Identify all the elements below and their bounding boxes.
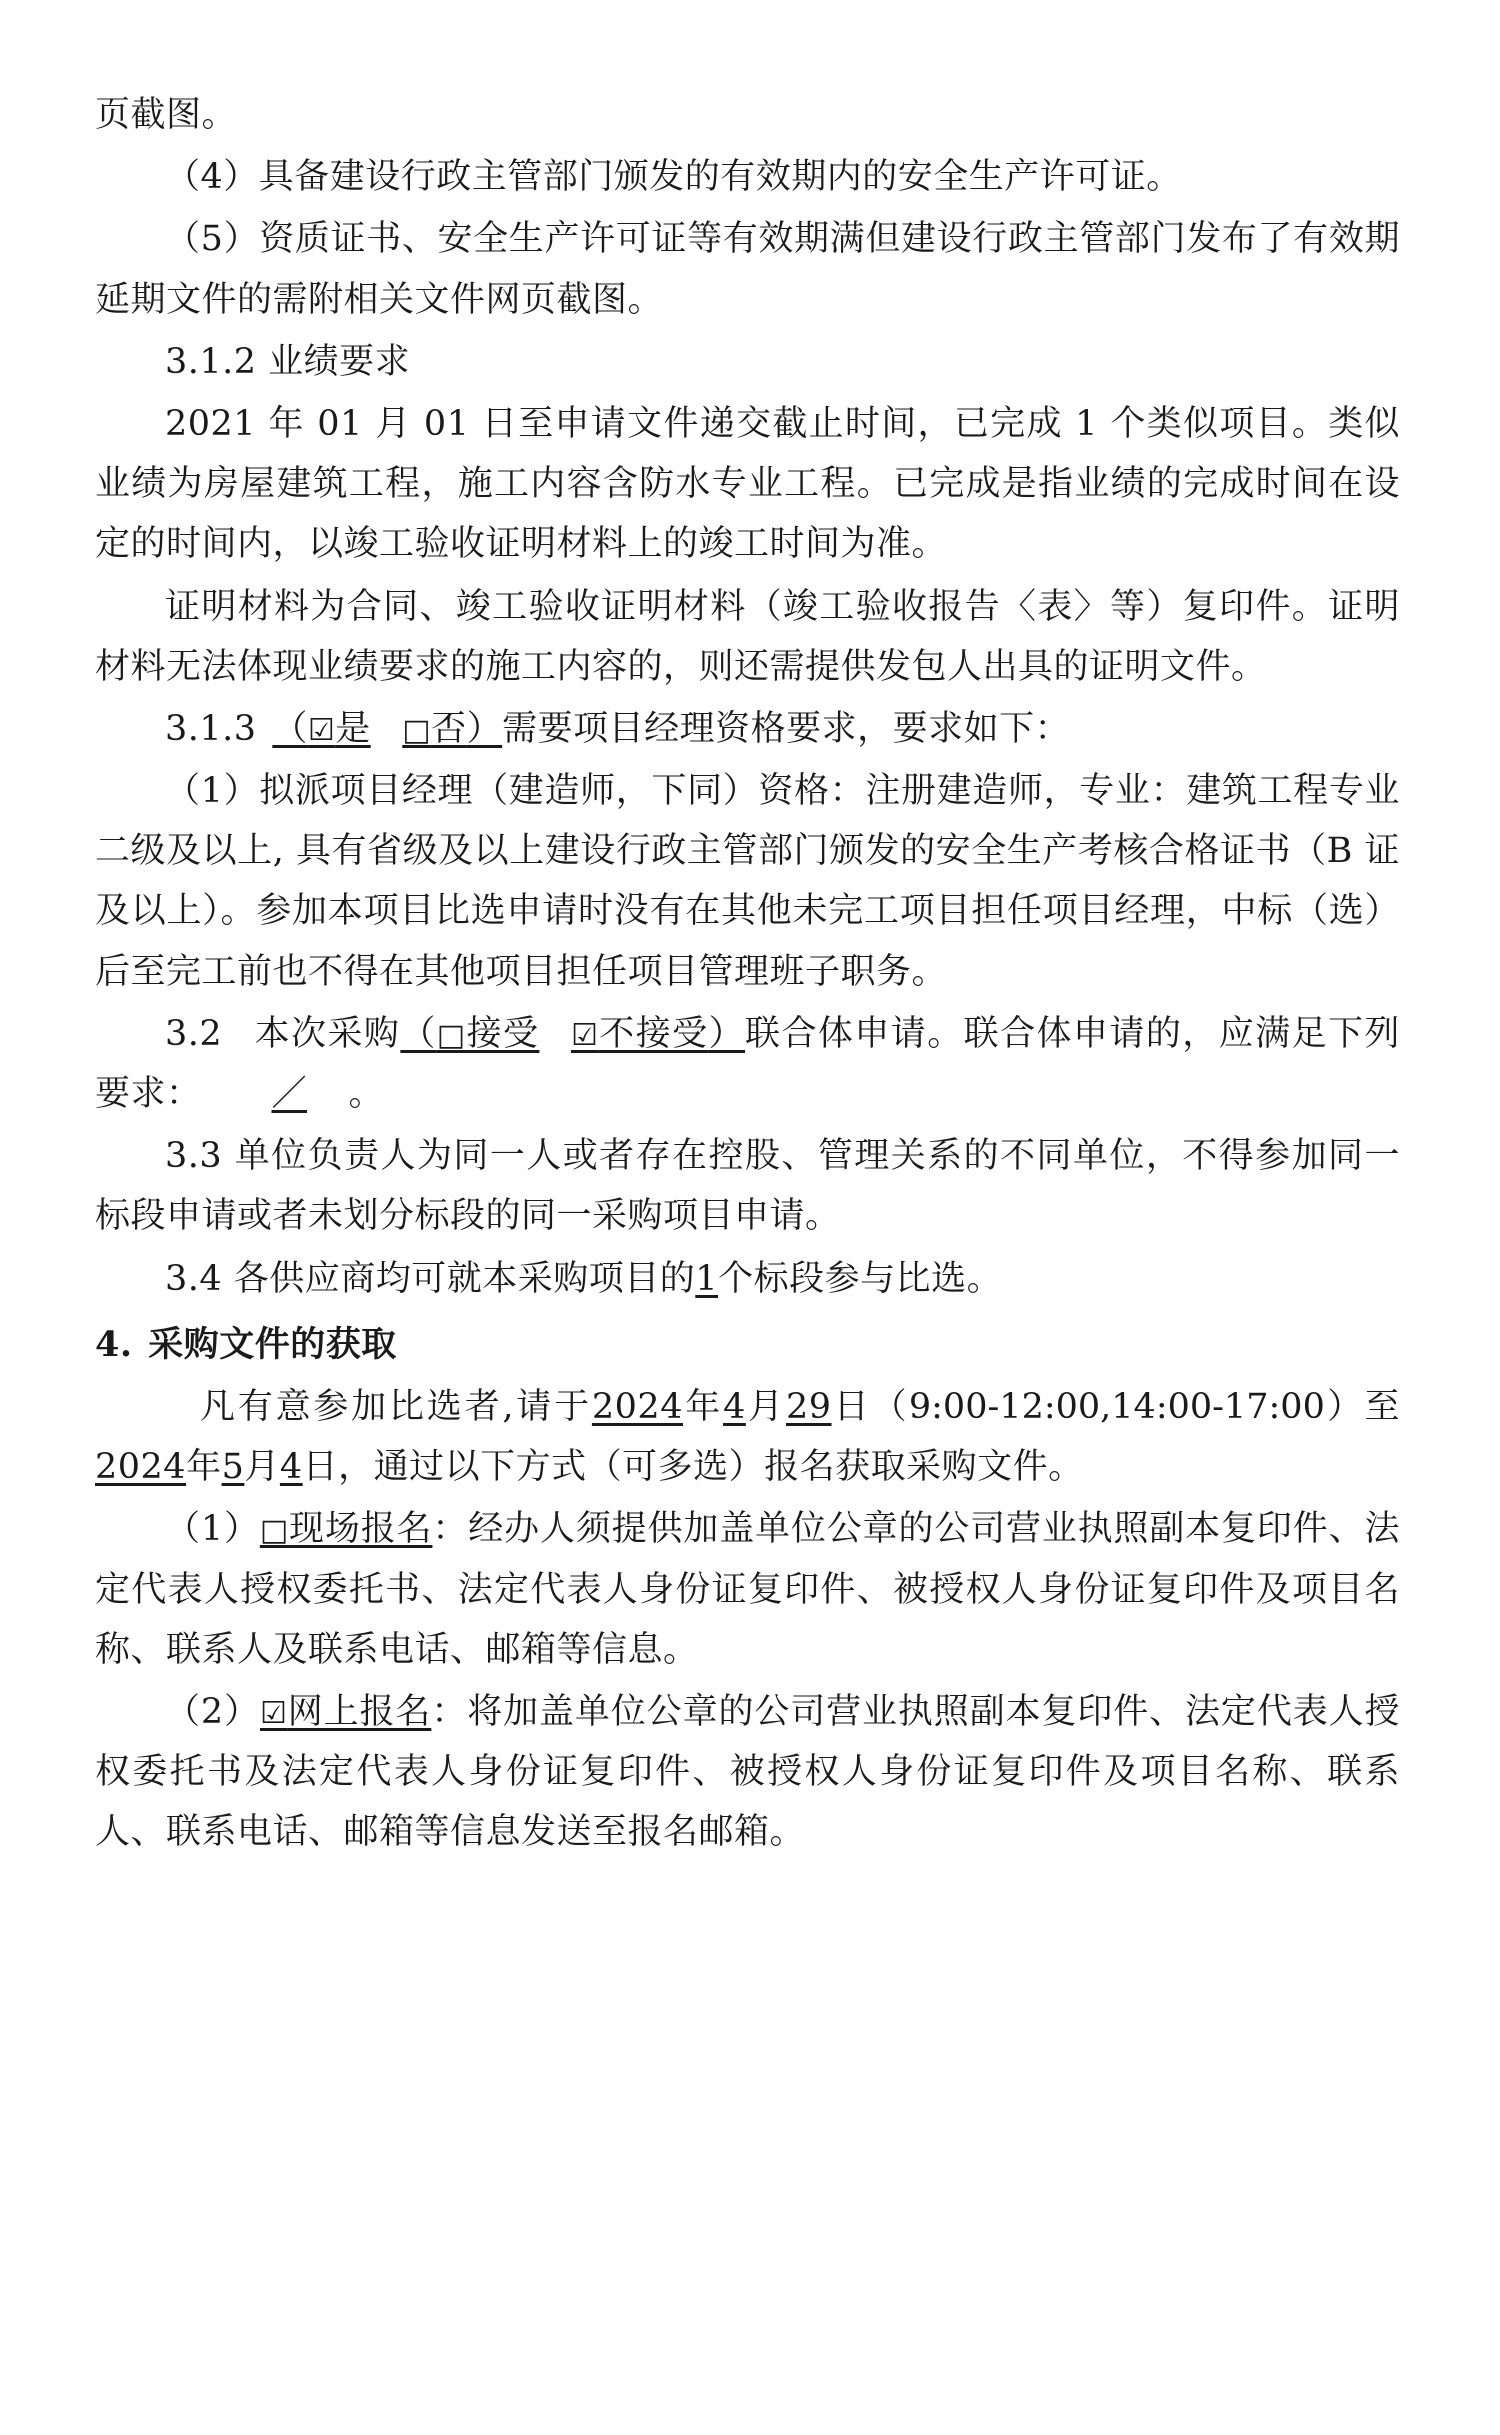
label-accept-consortium: 接受 <box>466 1013 540 1054</box>
section-4-intro-lead: 凡有意参加比选者,请于 <box>200 1386 592 1427</box>
clause-3-1-3-options <box>272 709 502 749</box>
item-2-text: ：将加盖单位公章的公司营业执照副本复印件、法定代表人授权委托书及法定代表人身份证复印件、被授权人身份证复印件及项目名称、联系人、联系电话、邮箱等信息发送至报名邮箱。 <box>95 1691 1400 1853</box>
clause-3-1-3-number: 3.1.3 <box>165 708 257 749</box>
checkbox-online-registration[interactable]: ☑ <box>259 1695 288 1731</box>
section-4-title: 采购文件的获取 <box>148 1323 397 1365</box>
clause-3-1-3 <box>95 699 1400 759</box>
label-reject-consortium: 不接受 <box>598 1013 709 1054</box>
checkbox-onsite-registration[interactable]: □ <box>259 1513 290 1549</box>
section-4-number: 4. <box>95 1323 133 1365</box>
clause-3-2-options <box>400 1014 745 1054</box>
paragraph-continued-line: 页截图。 <box>95 95 238 135</box>
item-1-text: ：经办人须提供加盖单位公章的公司营业执照副本复印件、法定代表人授权委托书、法定代表人身份证复印件、被授权人身份证复印件及项目名称、联系人及联系电话、邮箱等信息。 <box>95 1509 1400 1670</box>
checkbox-reject-consortium[interactable]: ☑ <box>570 1017 599 1053</box>
time-range: （9:00-12:00,14:00-17:00） <box>871 1386 1365 1427</box>
day-unit: 日 <box>831 1386 872 1427</box>
paren-open: （ <box>400 1013 437 1054</box>
online-registration-label: 网上报名 <box>287 1691 432 1732</box>
item-1-number: （1） <box>165 1509 260 1550</box>
year-unit-2: 年 <box>186 1447 222 1488</box>
month-unit: 月 <box>745 1386 786 1427</box>
checkbox-accept-consortium[interactable]: □ <box>436 1017 467 1053</box>
clause-3-1-3-item1: （1）拟派项目经理（建造师，下同）资格：注册建造师，专业：建筑工程专业二级及以上, 具有省级及以上建设行政主管部门颁发的安全生产考核合格证书（B 证及以上）。参加本项目比选申请时没有在其他未完工项目担任项目经理，中标（选）后至完工前也不得在其他项目担任项目管理班子职务。 <box>95 771 1400 992</box>
clause-3-2 <box>95 1004 1400 1124</box>
checkbox-no-3-1-3[interactable]: □ <box>402 712 432 748</box>
clause-3-4-lot-count: 1 <box>695 1258 719 1299</box>
section-4-intro <box>95 1377 1400 1497</box>
paragraph-3-1-1-item5: （5）资质证书、安全生产许可证等有效期满但建设行政主管部门发布了有效期延期文件的需附相关文件网页截图。 <box>95 219 1400 320</box>
section-4-intro-tail: 日，通过以下方式（可多选）报名获取采购文件。 <box>302 1447 1084 1488</box>
online-registration-option <box>260 1692 431 1732</box>
year-unit: 年 <box>682 1386 724 1427</box>
range-to: 至 <box>1364 1386 1400 1427</box>
start-year: 2024 <box>591 1386 683 1427</box>
clause-3-4-prefix: 3.4 各供应商均可就本采购项目的 <box>165 1258 696 1299</box>
checkbox-yes-3-1-3[interactable]: ☑ <box>307 712 336 748</box>
clause-3-1-3-text: 需要项目经理资格要求，要求如下： <box>502 708 1071 749</box>
paren-open: （ <box>272 708 308 749</box>
item-2-number: （2） <box>165 1691 260 1732</box>
clause-3-4-suffix: 个标段参与比选。 <box>718 1258 1003 1299</box>
onsite-registration-label: 现场报名 <box>289 1509 433 1550</box>
clause-3-2-tail: 联合体申请。联合体申请的，应满足下列要求： <box>95 1013 1400 1114</box>
paragraph-3-1-1-item4: （4）具备建设行政主管部门颁发的有效期内的安全生产许可证。 <box>165 157 1182 198</box>
clause-3-3: 3.3 单位负责人为同一人或者存在控股、管理关系的不同单位，不得参加同一标段申请或者未划分标段的同一采购项目申请。 <box>95 1136 1400 1237</box>
clause-3-2-number: 3.2 <box>165 1013 223 1054</box>
month-unit-2: 月 <box>244 1447 280 1488</box>
onsite-registration-option <box>260 1509 433 1549</box>
label-no-3-1-3: 否 <box>431 708 467 749</box>
clause-3-2-blank-field[interactable]: ／ <box>271 1074 308 1114</box>
label-yes-3-1-3: 是 <box>335 708 371 749</box>
section-4-item-2 <box>95 1682 1400 1863</box>
document-body <box>95 85 1400 1862</box>
paragraph-3-1-2-evidence: 证明材料为合同、竣工验收证明材料（竣工验收报告〈表〉等）复印件。证明材料无法体现业绩要求的施工内容的，则还需提供发包人出具的证明文件。 <box>95 586 1400 687</box>
heading-3-1-2: 3.1.2 业绩要求 <box>165 341 411 382</box>
clause-3-2-lead: 本次采购 <box>253 1013 401 1054</box>
start-day: 29 <box>785 1386 832 1427</box>
start-month: 4 <box>723 1386 746 1427</box>
section-4-item-1 <box>95 1499 1400 1680</box>
end-month: 5 <box>221 1447 245 1488</box>
paren-close: ） <box>708 1013 746 1054</box>
clause-3-2-end: 。 <box>348 1074 385 1114</box>
paragraph-3-1-2-performance: 2021 年 01 月 01 日至申请文件递交截止时间，已完成 1 个类似项目。类似业绩为房屋建筑工程，施工内容含防水专业工程。已完成是指业绩的完成时间在设定的时间内，以竣工验收证明材料上的竣工时间为准。 <box>95 403 1400 565</box>
clause-3-4 <box>95 1249 1400 1309</box>
paren-close: ） <box>466 708 503 749</box>
end-year: 2024 <box>95 1447 187 1488</box>
section-4-heading <box>95 1315 1400 1375</box>
end-day: 4 <box>279 1447 303 1488</box>
